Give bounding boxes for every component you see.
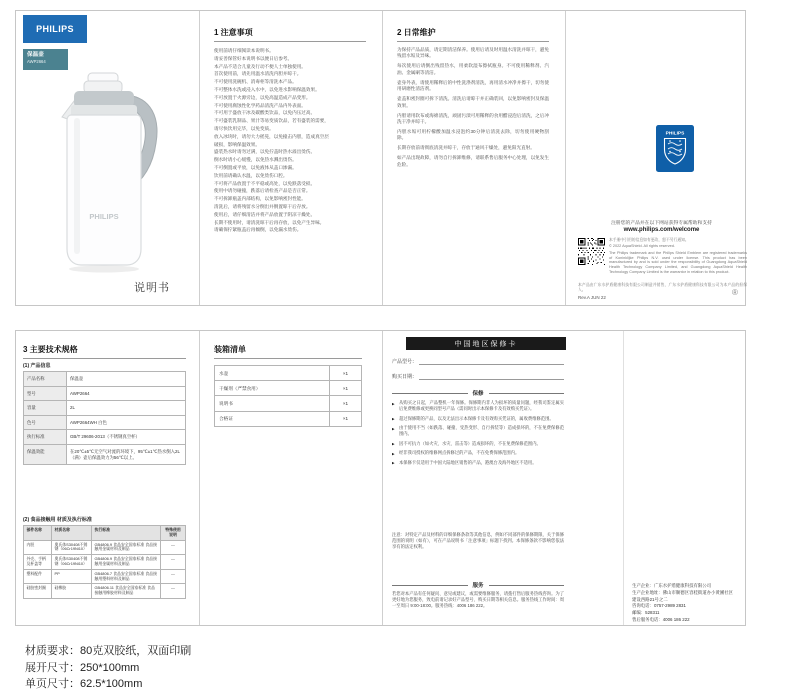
table-cell: 水壶 bbox=[219, 370, 229, 376]
table-cell: GB4806.11 食品安全国家标准 食品接触用橡胶材料及制品 bbox=[91, 584, 160, 598]
manufacturer-info bbox=[632, 583, 746, 624]
table-row bbox=[215, 395, 361, 410]
table-cell: ×1 bbox=[329, 396, 361, 410]
table-cell: 保温效能 bbox=[24, 445, 66, 464]
table-cell: 容量 bbox=[24, 401, 66, 415]
warranty-term: ▶ 经非我司授权的维修网点拆修过的产品，不在免费保修范围内。 bbox=[392, 450, 564, 456]
table-cell: GB4806.7 食品安全国家标准 食品接触用塑料材料及制品 bbox=[91, 570, 160, 584]
table-cell: 外壳、手柄及杯盖等 bbox=[26, 556, 46, 566]
precaution-line: 不可使用腐蚀性化学药品清洗产品内外表面。 bbox=[214, 102, 306, 108]
precaution-line: 清洗后，请将残留水分倒出并倒置晾干后存放。 bbox=[214, 203, 311, 209]
warranty-note: 注意：对特定产品及材料的详细保修条款等其他信息，例如不同部件的保修期限、关于保修范围的说明（如有），可在产品说明书「注意事项」标题下找到。本保修条款不影响您依法享有的法定权利。 bbox=[392, 532, 564, 549]
manual-title: 说明书 bbox=[134, 282, 170, 294]
precaution-line: 盛装热水时请勿过满，以免拧盖时热水溢出烫伤。 bbox=[214, 149, 316, 155]
registration-note: 注册您的产品并在以下网站获得专属帮助和支持 bbox=[611, 221, 712, 226]
table-cell: GB/T 29606-2013（不锈钢真空杯） bbox=[66, 430, 185, 444]
table-header-cell: 部件名称 bbox=[24, 526, 51, 540]
maintenance-title: 2 日常维护 bbox=[397, 28, 436, 37]
warranty-term: ▶ 本保修卡仅适用于中国大陆地区销售的产品，港澳台及海外地区不适用。 bbox=[392, 460, 564, 466]
legal-text-block bbox=[609, 238, 747, 276]
precaution-line: 不可盛装乳制品、果汁等易变质饮品，若有盛装的需要， bbox=[214, 118, 329, 124]
table-cell: AWP2664 bbox=[66, 387, 185, 401]
precaution-line: 请妥善保管好本说明书以便日后参考。 bbox=[214, 55, 293, 61]
table-row bbox=[24, 429, 185, 444]
heading-rule bbox=[397, 41, 549, 42]
precaution-line: 饮用前请确认水温，以免烫伤口腔。 bbox=[214, 172, 288, 178]
precautions-list bbox=[214, 47, 366, 234]
manufacturer-line: 咨询电话：0757-2989 2831 bbox=[632, 603, 686, 609]
service-heading-text: 服务 bbox=[472, 583, 484, 589]
model-field bbox=[392, 358, 564, 365]
precaution-line: 倒水时请小心缓慢，以免热水溅出烫伤。 bbox=[214, 157, 297, 163]
table-header-cell: 材质名称 bbox=[51, 526, 91, 540]
precaution-line: 不可倒置或平放，以免液体从盖口渗漏。 bbox=[214, 164, 297, 170]
table-cell: 产品名称 bbox=[24, 372, 66, 386]
table-row bbox=[24, 400, 185, 415]
table-cell: — bbox=[160, 570, 185, 584]
warranty-fields bbox=[392, 358, 564, 380]
registered-trademark-icon: ® bbox=[732, 288, 738, 297]
precaution-line: 不可将产品放置于不平稳或高处，以免跌落受损。 bbox=[214, 180, 316, 186]
manufactured-by-note: 本产品由广东水护盾健康科技有限公司制造并销售，广东水护盾健康科技有限公司为本产品的担保人。 bbox=[578, 283, 747, 292]
precaution-line: 不可放置于火源旁边，以免高温造成产品变形。 bbox=[214, 94, 311, 100]
table-header-cell: 执行标准 bbox=[91, 526, 160, 540]
copyright-line: © 2022 AquaShield. All rights reserved. bbox=[609, 244, 675, 249]
precaution-line: 使用中请勿碰撞，跌落后请检查产品是否正常。 bbox=[214, 188, 311, 194]
page-size-note: 单页尺寸：62.5*100mm bbox=[25, 678, 143, 690]
warranty-term: ▶ 因不可抗力（如火灾、水灾、雷击等）造成损坏的，不在免费保修范围内。 bbox=[392, 441, 564, 447]
warranty-section-heading bbox=[392, 389, 564, 397]
table-cell: 2L bbox=[66, 401, 185, 415]
manufacturer-line: 生产企业地址：佛山市顺德区容桂街道办小黄圃社区 bbox=[632, 589, 733, 595]
table-row bbox=[24, 444, 185, 464]
table-row bbox=[24, 415, 185, 430]
materials-body bbox=[24, 540, 185, 598]
manual-front-sheet bbox=[15, 10, 746, 306]
kettle-body-brand: PHILIPS bbox=[89, 212, 119, 221]
precaution-line: 不可整体水洗或浸入水中，以免进水影响保温效果。 bbox=[214, 86, 320, 92]
precaution-line: 破损，影响保温效果。 bbox=[214, 141, 260, 147]
maintenance-paragraph: 内胆请用软布或海绵清洗，顽固污渍可用稀释的食用醋浸泡后清洗，之后冲洗干净并晾干。 bbox=[397, 112, 549, 125]
precaution-line: 使用前请仔细阅读本说明书。 bbox=[214, 48, 274, 53]
purchase-date-write-in-line bbox=[419, 374, 564, 380]
warranty-term: ▶ 从购买之日起，产品整机一年保修。保修期内非人为损坏的质量问题，经我司鉴定属实后免费维修或更换同型号产品（需同时出示本保修卡及有效购买凭证）。 bbox=[392, 400, 564, 412]
fold-line bbox=[199, 11, 200, 305]
maintenance-paragraph: 内胆水垢可用柠檬酸加温水浸泡约30分钟后清洗去除，切勿使用硬物刮除。 bbox=[397, 129, 549, 141]
kettle-collar bbox=[74, 91, 134, 107]
table-cell: GB4806.9 食品安全国家标准 食品接触用金属材料及制品 bbox=[91, 555, 160, 569]
table-cell: 色号 bbox=[24, 416, 66, 430]
precaution-line: 不可拆卸瓶盖内部结构，以免影响密封性能。 bbox=[214, 196, 306, 202]
table-cell: 硅橡胶 bbox=[51, 584, 91, 598]
table-row bbox=[215, 380, 361, 395]
qr-code bbox=[578, 238, 605, 265]
fold-line bbox=[565, 11, 566, 305]
table-cell: 型号 bbox=[24, 387, 66, 401]
packing-title: 装箱清单 bbox=[214, 345, 246, 354]
philips-logo-box bbox=[23, 15, 87, 43]
table-cell: 保温壶 bbox=[66, 372, 185, 386]
table-cell: AWP2664WH 白色 bbox=[66, 416, 185, 430]
fold-line bbox=[382, 11, 383, 305]
maintenance-list bbox=[397, 47, 549, 168]
divider-line bbox=[392, 585, 468, 586]
precaution-line: 不可使用洗碗机、消毒柜等清洗本产品。 bbox=[214, 79, 297, 85]
warranty-heading-text: 保修 bbox=[472, 391, 484, 397]
warranty-column-divider bbox=[623, 331, 624, 625]
heading-rule bbox=[23, 358, 186, 359]
materials-table bbox=[23, 525, 186, 599]
table-row bbox=[24, 583, 185, 598]
production-notes bbox=[25, 643, 191, 693]
philips-wordmark: PHILIPS bbox=[36, 24, 74, 34]
divider-line bbox=[489, 393, 565, 394]
table-cell: 硅胶密封圈 bbox=[26, 585, 46, 591]
fold-line bbox=[382, 331, 383, 625]
product-name: 保温壶 bbox=[27, 51, 44, 58]
purchase-date-field bbox=[392, 373, 564, 380]
table-cell: ×1 bbox=[329, 381, 361, 395]
manufacturer-line: 建设西路21号之二 bbox=[632, 596, 668, 602]
precaution-line: 本产品不适合儿童及行动不便人士单独使用。 bbox=[214, 63, 306, 69]
material-requirement-note: 材质要求：80克双胶纸，双面印刷 bbox=[25, 645, 192, 657]
table-cell: 奥氏体S30408不锈钢（06Cr19Ni10） bbox=[51, 541, 91, 555]
table-header-cell: 特殊使用说明 bbox=[160, 526, 185, 540]
warranty-title: 中国地区保修卡 bbox=[454, 340, 518, 348]
service-section-heading bbox=[392, 581, 564, 589]
maintenance-section bbox=[397, 27, 549, 172]
maintenance-paragraph: 长期存放前请彻底清洗并晾干，存放于通风干燥处，避免阳光直射。 bbox=[397, 145, 535, 151]
materials-header-row bbox=[24, 526, 185, 540]
table-row bbox=[24, 554, 185, 569]
heading-rule bbox=[214, 358, 362, 359]
revision-label: Rev.A JUN 22 bbox=[578, 295, 606, 300]
specs-title: 3 主要技术规格 bbox=[23, 345, 78, 354]
manufacturer-line: 售后服务电话：4006 186 222 bbox=[632, 616, 690, 622]
warranty-title-bar bbox=[406, 337, 566, 350]
table-row bbox=[24, 372, 185, 386]
warranty-term: ▶ 超过保修期的产品，以及无法出示本保修卡及有效购买凭证的，属收费维修范围。 bbox=[392, 416, 564, 422]
table-row bbox=[24, 386, 185, 401]
maintenance-paragraph: 如产品出现故障，请勿自行拆卸维修，请联系售后服务中心处理，以免发生危险。 bbox=[397, 155, 549, 167]
table-row bbox=[215, 411, 361, 426]
table-row bbox=[215, 366, 361, 380]
model-write-in-line bbox=[419, 359, 564, 365]
precaution-line: 请确保拧紧瓶盖后再倾倒，以免漏水烫伤。 bbox=[214, 227, 302, 233]
packing-section bbox=[214, 344, 362, 359]
precaution-line: 首次使用前，请先用温水清洗内胆并晾干。 bbox=[214, 71, 302, 77]
warranty-terms-list bbox=[392, 400, 564, 470]
philips-shield-emblem bbox=[656, 125, 694, 172]
table-cell: — bbox=[160, 541, 185, 555]
precautions-title: 1 注意事项 bbox=[214, 28, 253, 37]
table-cell: 塑料配件 bbox=[26, 570, 43, 576]
table-cell: 干燥剂（严禁食用） bbox=[219, 385, 261, 391]
table-cell: 奥氏体S30408不锈钢（06Cr19Ni10） bbox=[51, 555, 91, 569]
table-cell: PP bbox=[51, 570, 91, 584]
manual-back-sheet bbox=[15, 330, 746, 626]
divider-line bbox=[392, 393, 468, 394]
model-field-label: 产品型号： bbox=[392, 359, 418, 365]
registration-url: www.philips.com/welcome bbox=[623, 227, 700, 233]
legal-cn-line: 本手册中引用的信息如有更改，恕不另行通知。 bbox=[609, 238, 689, 242]
table-cell: 内胆 bbox=[26, 541, 35, 547]
warranty-term: ▶ 由于使用不当（如跌落、碰撞、受热变形、自行拆装等）造成损坏的，不在免费保修范围内。 bbox=[392, 425, 564, 437]
materials-label: (2) 食品接触用 材质及执行标准 bbox=[23, 517, 92, 523]
product-info-table bbox=[23, 371, 186, 465]
table-cell: — bbox=[160, 555, 185, 569]
heading-rule bbox=[214, 41, 366, 42]
precaution-line: 使用后，请仔细清洁并将产品放置于阴凉干燥处。 bbox=[214, 211, 316, 217]
maintenance-paragraph: 为保持产品品质，请定期清洁保养。使用后请及时用温水清洗并晾干，避免残留水垢及异味。 bbox=[397, 47, 549, 59]
precautions-section bbox=[214, 27, 366, 234]
maintenance-paragraph: 每次使用后请倒出残留热水，用柔软湿布擦拭瓶身。不可使用稀释剂、汽油、金属刷等清洁。 bbox=[397, 63, 549, 75]
purchase-date-label: 购买日期： bbox=[392, 374, 418, 380]
table-row bbox=[24, 540, 185, 555]
precaution-line: 不可用于盛放干冰及碳酸类饮品，以免内压过高。 bbox=[214, 110, 316, 116]
precaution-line: 长期不使用时，请清洗晾干后再存放，以免产生异味。 bbox=[214, 219, 325, 225]
thermos-kettle-illustration bbox=[44, 67, 168, 275]
packing-table bbox=[214, 365, 362, 427]
table-cell: ×1 bbox=[329, 412, 361, 426]
maintenance-paragraph: 壶身外表，请使用稀释后的中性洗涤剂清洗，再用清水冲净并擦干，切勿使用研磨性清洁剂。 bbox=[397, 79, 549, 92]
table-cell: 说明书 bbox=[219, 400, 233, 406]
manufacturer-line: 邮编：528311 bbox=[632, 610, 660, 616]
table-cell: — bbox=[160, 584, 185, 598]
table-row bbox=[24, 569, 185, 584]
specs-section bbox=[23, 344, 186, 359]
legal-en-paragraph: The Philips trademark and the Philips Shield Emblem are registered trademarks of Koninklijke Philips N.V. used under license. This product has been manufactured by and is sold under the responsibility of Guangdong AquaShield Health Technology Company Limited, and Guangdong AquaShield Health Technology Company Limited is the warrantor in relation to this product. bbox=[609, 250, 747, 274]
table-cell: ×1 bbox=[329, 366, 361, 380]
precaution-line: 请尽快饮用完毕，以免变质。 bbox=[214, 125, 274, 131]
manufacturer-line: 生产企业：广东水护盾健康科技有限公司 bbox=[632, 583, 712, 588]
maintenance-paragraph: 壶盖和密封圈可拆下清洗。清洗后请晾干并正确装回，以免影响密封及保温效果。 bbox=[397, 96, 549, 108]
shield-brand-text: PHILIPS bbox=[665, 131, 685, 137]
table-cell: 执行标准 bbox=[24, 430, 66, 444]
product-info-label: (1) 产品信息 bbox=[23, 363, 51, 369]
divider-line bbox=[489, 585, 565, 586]
table-cell: GB4806.9 食品安全国家标准 食品接触用金属材料及制品 bbox=[91, 541, 160, 555]
fold-line bbox=[199, 331, 200, 625]
open-size-note: 展开尺寸：250*100mm bbox=[25, 661, 140, 674]
table-cell: 在20℃±5℃无空气对流的环境下，95℃±1℃热水倒入2L（满）壶后保温效力为56℃以上。 bbox=[66, 445, 185, 464]
precaution-line: 放入冰块时，请勿大力摇晃，以免撞击内胆，造成真空层 bbox=[214, 133, 329, 139]
table-cell: 合格证 bbox=[219, 416, 233, 422]
service-text: 若您对本产品有任何疑问、意见或建议，或需要维修服务，请拨打售后服务热线咨询。为了更好地为您服务，致电前请记录好产品型号、购买日期等相关信息。服务热线工作时间：周一至周日 9:00-18:00。服务热线：4006 186 222。 bbox=[392, 591, 564, 608]
product-model: AWP2664 bbox=[27, 58, 46, 64]
